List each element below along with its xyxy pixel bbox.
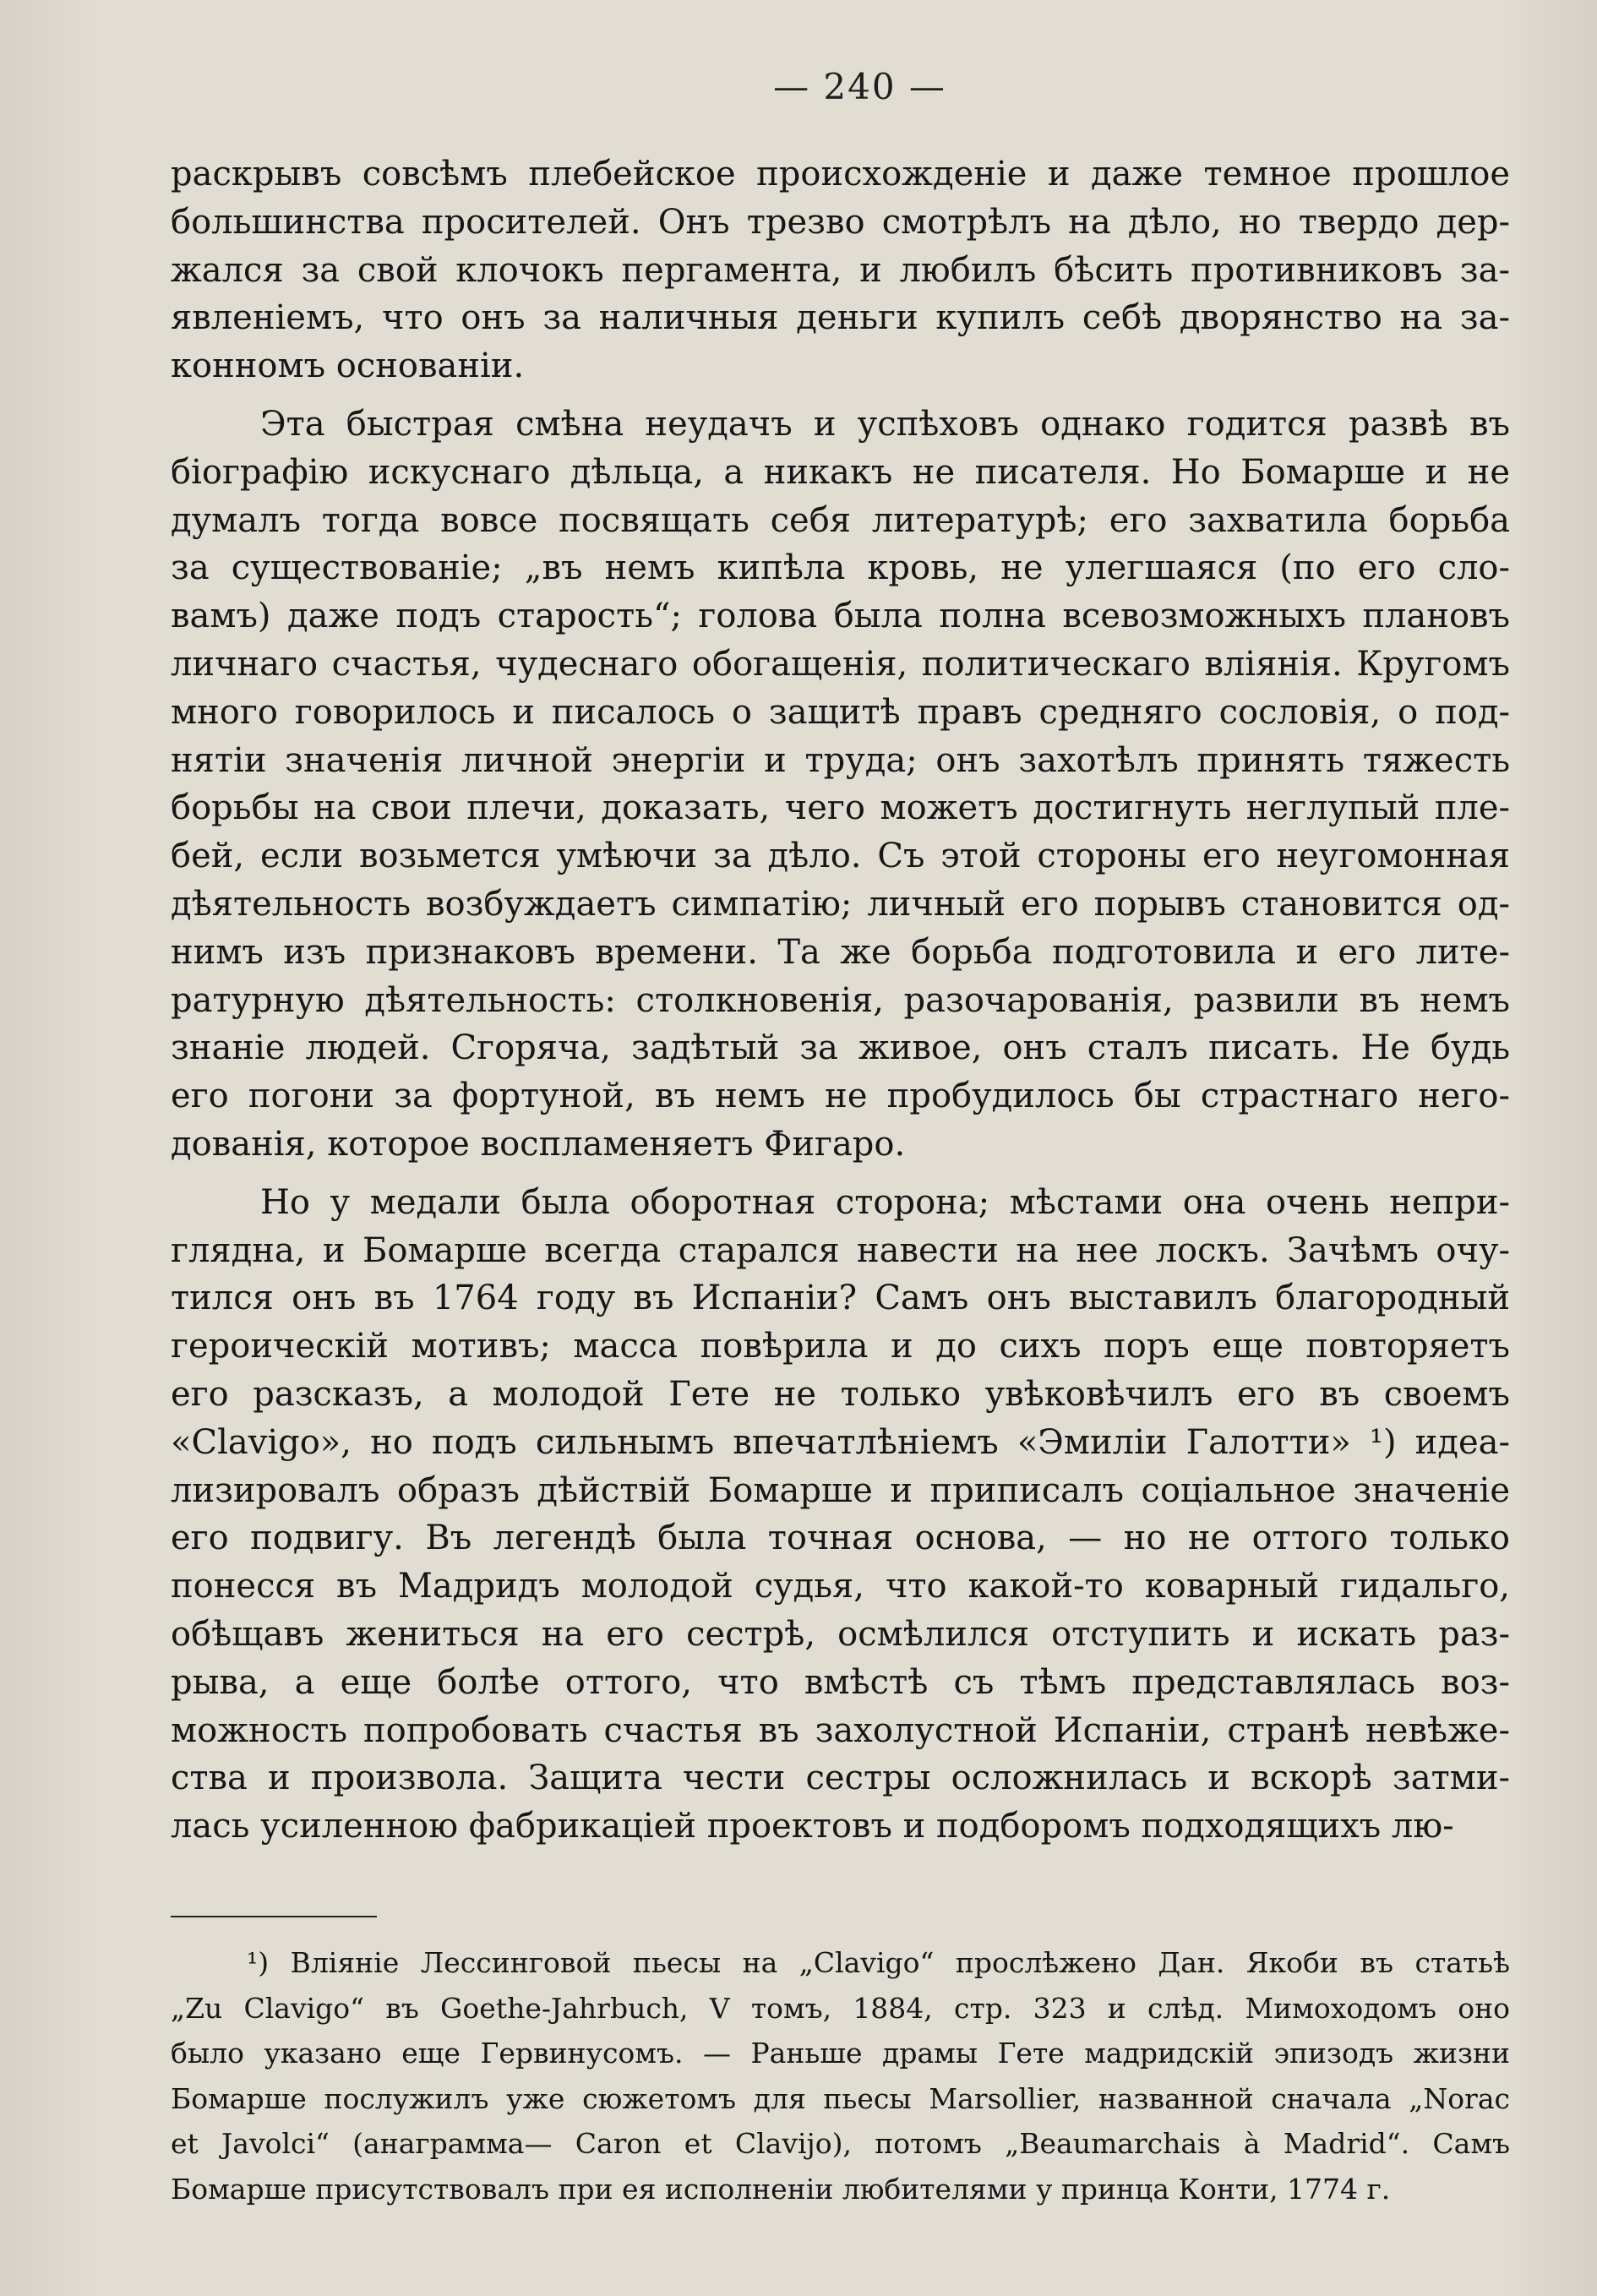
text-line: біографію искуснаго дѣльца, а никакъ не писателя. Но Бомарше и не [171,452,1510,492]
text-line: лась усиленною фабрикаціей проектовъ и подборомъ подходящихъ лю- [171,1807,1454,1846]
footnote-line: Бомарше присутствовалъ при ея исполненіи любителями у принца Конти, 1774 г. [171,2172,1391,2206]
text-line: понесся въ Мадридъ молодой судья, что какой-то коварный гидальго, [171,1567,1510,1606]
footnote-line: ¹) Вліяніе Лессинговой пьесы на „Clavigo“ прослѣжено Дан. Якоби въ статьѣ [247,1946,1510,1979]
text-line: нимъ изъ признаковъ времени. Та же борьба подготовила и его лите- [171,932,1510,972]
text-line: лизировалъ образъ дѣйствій Бомарше и приписалъ соціальное значеніе [171,1470,1510,1510]
footnote-line: „Zu Clavigo“ въ Goethe-Jahrbuch, V томъ, 1884, стр. 323 и слѣд. Мимоходомъ оно [171,1991,1510,2025]
footnote-rule [171,1916,377,1917]
text-line: дованія, которое воспламеняетъ Фигаро. [171,1124,906,1164]
text-line: его подвигу. Въ легендѣ была точная основа, — но не оттого только [171,1519,1510,1558]
text-line: знаніе людей. Сгоряча, задѣтый за живое, онъ сталъ писать. Не будь [171,1028,1510,1068]
text-line: личнаго счастья, чудеснаго обогащенія, политическаго вліянія. Кругомъ [171,644,1510,684]
text-line: нятіи значенія личной энергіи и труда; онъ захотѣлъ принять тяжесть [171,740,1510,780]
text-line: Эта быстрая смѣна неудачъ и успѣховъ однако годится развѣ въ [260,404,1510,444]
text-line: Но у медали была оборотная сторона; мѣстами она очень непри- [260,1182,1510,1222]
footnote-line: было указано еще Гервинусомъ. — Раньше драмы Гете мадридскій эпизодъ жизни [171,2037,1510,2070]
text-line: можность попробовать счастья въ захолустной Испаніи, странѣ невѣже- [171,1710,1510,1750]
footnotes [171,1940,1510,2212]
text-line: дѣятельность возбуждаетъ симпатію; личный его порывъ становится од- [171,884,1510,924]
text-line: глядна, и Бомарше всегда старался навести на нее лоскъ. Зачѣмъ очу- [171,1230,1510,1270]
text-line: рыва, а еще болѣе оттого, что вмѣстѣ съ тѣмъ представлялась воз- [171,1662,1510,1702]
text-line: бей, если возьмется умѣючи за дѣло. Съ этой стороны его неугомонная [171,837,1510,876]
text-line: его разсказъ, а молодой Гете не только увѣковѣчилъ его въ своемъ [171,1374,1510,1414]
text-line: «Clavigo», но подъ сильнымъ впечатлѣніемъ «Эмиліи Галотти» ¹) идеа- [171,1422,1510,1462]
footnote-line: et Javolci“ (анаграмма— Caron et Clavijo), потомъ „Beaumarchais à Madrid“. Самъ [171,2127,1510,2161]
text-line: много говорилось и писалось о защитѣ правъ средняго сословія, о под- [171,692,1510,732]
text-line: героическій мотивъ; масса повѣрила и до сихъ поръ еще повторяетъ [171,1327,1510,1366]
text-line: вамъ) даже подъ старость“; голова была полна всевозможныхъ плановъ [171,597,1510,636]
page-number: — 240 — [773,66,946,107]
text-line: думалъ тогда вовсе посвящать себя литературѣ; его захватила борьба [171,500,1510,540]
text-line: ратурную дѣятельность: столкновенія, разочарованія, развили въ немъ [171,980,1510,1020]
text-line: за существованіе; „въ немъ кипѣла кровь, не улегшаяся (по его сло- [171,548,1510,588]
text-line: явленіемъ, что онъ за наличныя деньги купилъ себѣ дворянство на за- [171,298,1510,338]
text-line: жался за свой клочокъ пергамента, и любилъ бѣсить противниковъ за- [171,250,1510,290]
footnote-line: Бомарше послужилъ уже сюжетомъ для пьесы Marsollier, названной сначала „Norac [171,2081,1510,2115]
text-line: борьбы на свои плечи, доказать, чего можетъ достигнуть неглупый пле- [171,788,1510,828]
text-line: его погони за фортуной, въ немъ не пробудилось бы страстнаго него- [171,1077,1510,1116]
body-text [171,150,1510,1851]
paragraph [171,150,1510,390]
paragraph [171,1179,1510,1851]
text-line: тился онъ въ 1764 году въ Испаніи? Самъ онъ выставилъ благородный [171,1279,1510,1318]
text-line: обѣщавъ жениться на его сестрѣ, осмѣлился отступить и искать раз- [171,1614,1510,1654]
text-line: ства и произвола. Защита чести сестры осложнилась и вскорѣ затми- [171,1759,1510,1798]
text-line: большинства просителей. Онъ трезво смотрѣлъ на дѣло, но твердо дер- [171,202,1510,242]
text-line: конномъ основаніи. [171,346,525,386]
text-line: раскрывъ совсѣмъ плебейское происхожденіе и даже темное прошлое [171,155,1510,194]
paragraph [171,401,1510,1169]
